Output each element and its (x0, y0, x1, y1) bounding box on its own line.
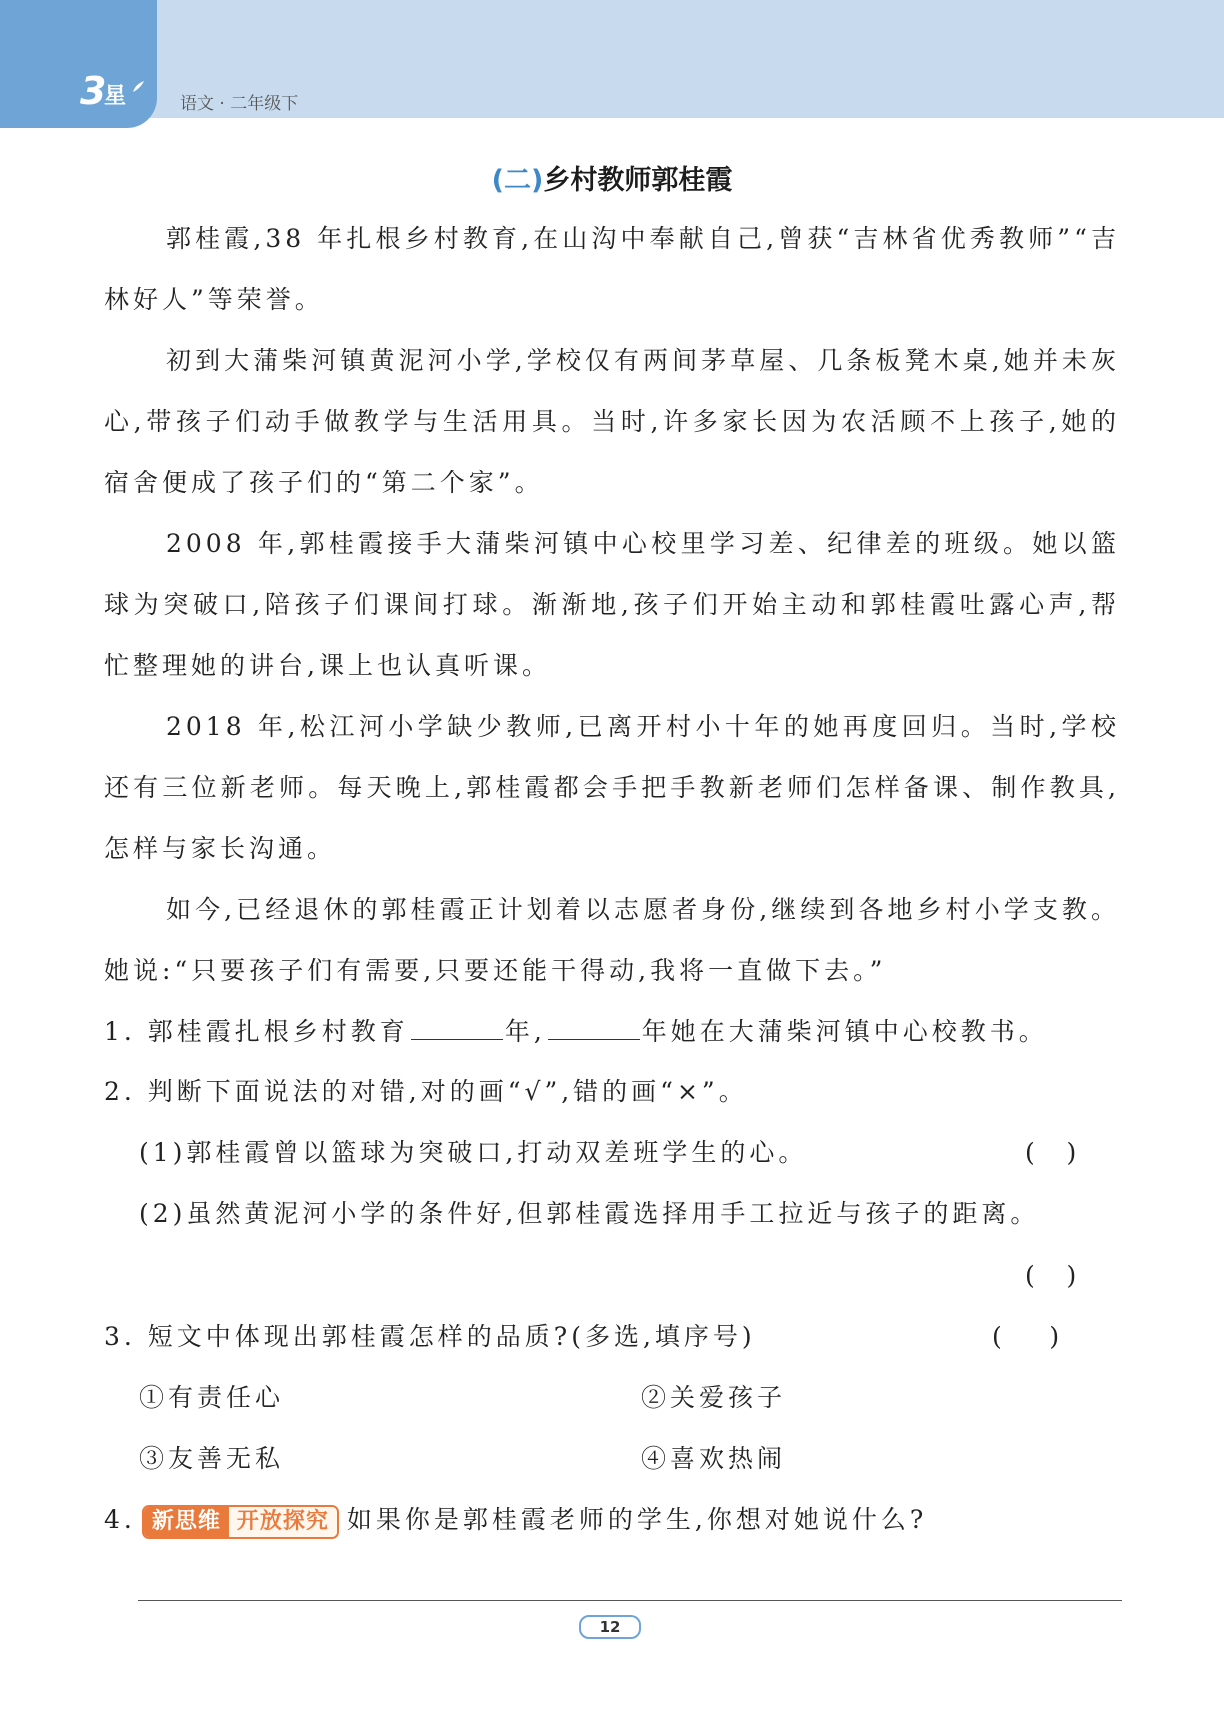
question-2-item-1: (1)郭桂霞曾以篮球为突破口,打动双差班学生的心。 (139, 1138, 808, 1167)
option-3: ③友善无私 (139, 1444, 285, 1473)
passage-paragraph: 郭桂霞,38 年扎根乡村教育,在山沟中奉献自己,曾获“吉林省优秀教师”“吉林好人”等荣誉。 (104, 224, 1120, 314)
section-number: (二) (491, 165, 544, 196)
subject-label: 语文 · 二年级下 (180, 94, 299, 114)
section-name: 乡村教师郭桂霞 (543, 165, 733, 196)
reading-passage (104, 208, 1120, 1001)
option-4: ④喜欢热闹 (641, 1444, 787, 1473)
question-2-stem: 2. 判断下面说法的对错,对的画“√”,错的画“×”。 (104, 1077, 748, 1106)
option-2: ②关爱孩子 (641, 1383, 787, 1412)
answer-blank-years[interactable] (411, 1013, 503, 1040)
question-2-item-2: (2)虽然黄泥河小学的条件好,但郭桂霞选择用手工拉近与孩子的距离。 (139, 1199, 1040, 1228)
tag-open-inquiry: 开放探究 (229, 1507, 337, 1537)
answer-paren-2-1[interactable]: ( ) (1025, 1138, 1077, 1167)
level-tab (0, 0, 157, 128)
question-1 (104, 1013, 1048, 1050)
passage-paragraph: 2008 年,郭桂霞接手大蒲柴河镇中心校里学习差、纪律差的班级。她以篮球为突破口,陪孩子们课间打球。渐渐地,孩子们开始主动和郭桂霞吐露心声,帮忙整理她的讲台,课上也认真听课。 (104, 529, 1120, 680)
question-1-text-a: 1. 郭桂霞扎根乡村教育 (104, 1017, 409, 1046)
passage-paragraph: 2018 年,松江河小学缺少教师,已离开村小十年的她再度回归。当时,学校还有三位新老师。每天晚上,郭桂霞都会手把手教新老师们怎样备课、制作教具,怎样与家长沟通。 (104, 712, 1120, 863)
page-number: 12 (579, 1615, 641, 1639)
wing-icon (131, 80, 145, 94)
level-number: 3 (80, 69, 107, 113)
option-1: ①有责任心 (139, 1383, 285, 1412)
tag-new-thinking: 新思维 (144, 1507, 229, 1537)
passage-paragraph: 如今,已经退休的郭桂霞正计划着以志愿者身份,继续到各地乡村小学支教。她说:“只要孩子们有需要,只要还能干得动,我将一直做下去。” (104, 895, 1120, 985)
question-1-text-b: 年, (504, 1017, 546, 1046)
footer-divider (138, 1600, 1122, 1601)
question-tag (142, 1505, 339, 1539)
answer-paren-3[interactable]: ( ) (992, 1322, 1060, 1351)
question-4 (104, 1502, 927, 1539)
question-1-text-c: 年她在大蒲柴河镇中心校教书。 (641, 1017, 1048, 1046)
question-4-number: 4. (104, 1505, 136, 1534)
section-title (0, 158, 1224, 197)
passage-paragraph: 初到大蒲柴河镇黄泥河小学,学校仅有两间茅草屋、几条板凳木桌,她并未灰心,带孩子们动手做教学与生活用具。当时,许多家长因为农活顾不上孩子,她的宿舍便成了孩子们的“第二个家”。 (104, 346, 1120, 497)
answer-blank-year[interactable] (548, 1013, 640, 1040)
question-3-stem: 3. 短文中体现出郭桂霞怎样的品质?(多选,填序号) (104, 1322, 756, 1351)
question-4-text: 如果你是郭桂霞老师的学生,你想对她说什么? (346, 1505, 928, 1534)
level-star-label: 星 (104, 84, 127, 109)
answer-paren-2-2[interactable]: ( ) (1025, 1261, 1077, 1290)
